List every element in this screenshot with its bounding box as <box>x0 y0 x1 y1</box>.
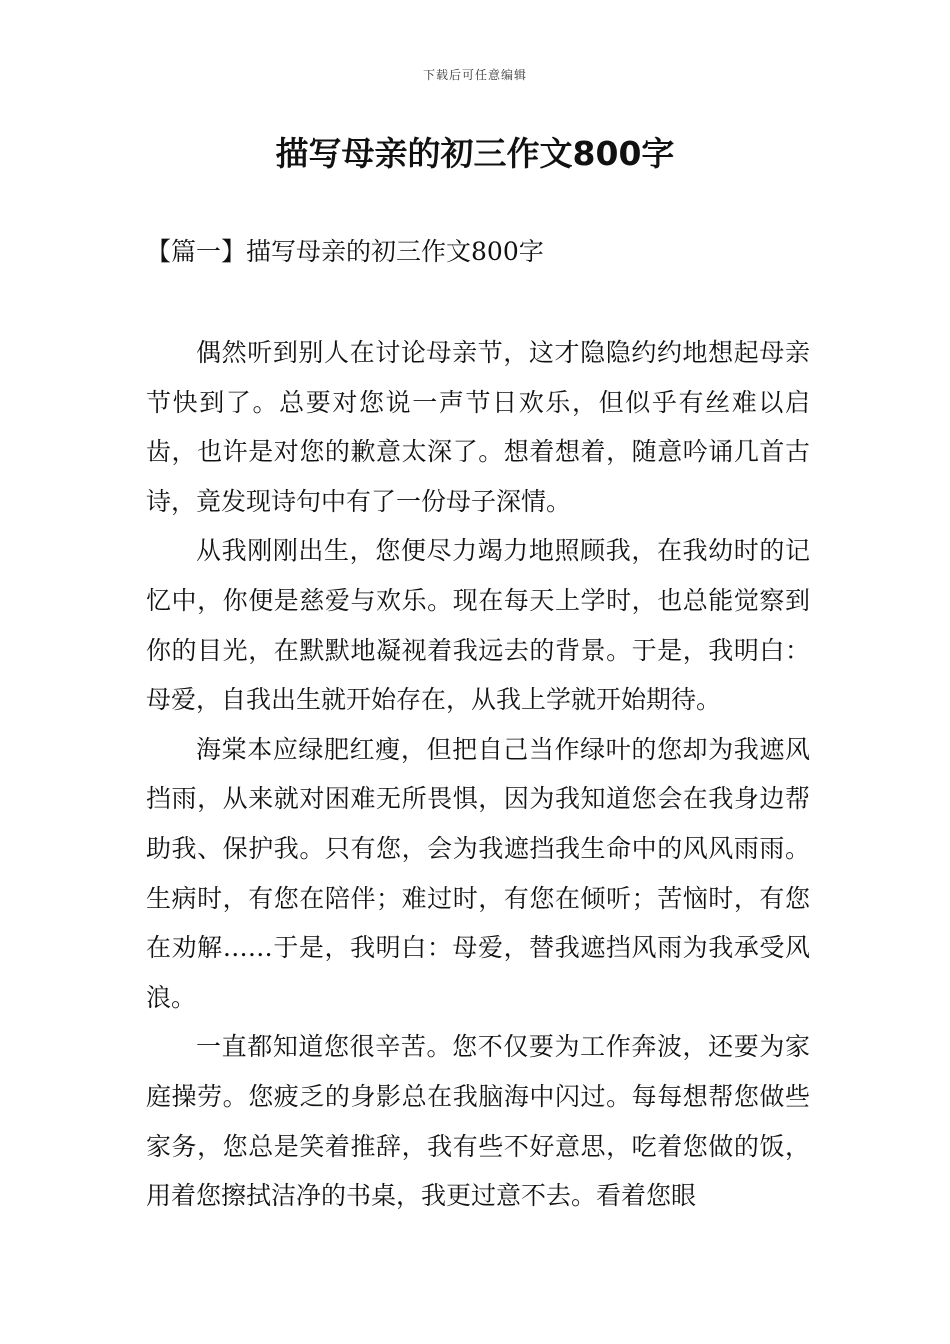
header-note: 下载后可任意编辑 <box>422 68 527 82</box>
article-body <box>146 328 810 1221</box>
paragraph: 偶然听到别人在讨论母亲节，这才隐隐约约地想起母亲节快到了。总要对您说一声节日欢乐，但似乎有丝难以启齿，也许是对您的歉意太深了。想着想着，随意吟诵几首古诗，竟发现诗句中有了一份母子深情。 <box>146 338 810 516</box>
section-heading: 【篇一】描写母亲的初三作文800字 <box>146 237 544 266</box>
paragraph: 从我刚刚出生，您便尽力竭力地照顾我，在我幼时的记忆中，你便是慈爱与欢乐。现在每天上学时，也总能觉察到你的目光，在默默地凝视着我远去的背景。于是，我明白：母爱，自我出生就开始存在，从我上学就开始期待。 <box>146 536 810 715</box>
paragraph: 一直都知道您很辛苦。您不仅要为工作奔波，还要为家庭操劳。您疲乏的身影总在我脑海中闪过。每每想帮您做些家务，您总是笑着推辞，我有些不好意思，吃着您做的饭，用着您擦拭洁净的书桌，我更过意不去。看着您眼 <box>146 1032 810 1211</box>
paragraph: 海棠本应绿肥红瘦，但把自己当作绿叶的您却为我遮风挡雨，从来就对困难无所畏惧，因为我知道您会在我身边帮助我、保护我。只有您，会为我遮挡我生命中的风风雨雨。生病时，有您在陪伴；难过时，有您在倾听；苦恼时，有您在劝解……于是，我明白：母爱，替我遮挡风雨为我承受风浪。 <box>146 734 810 1012</box>
document-title: 描写母亲的初三作文800字 <box>275 134 675 173</box>
